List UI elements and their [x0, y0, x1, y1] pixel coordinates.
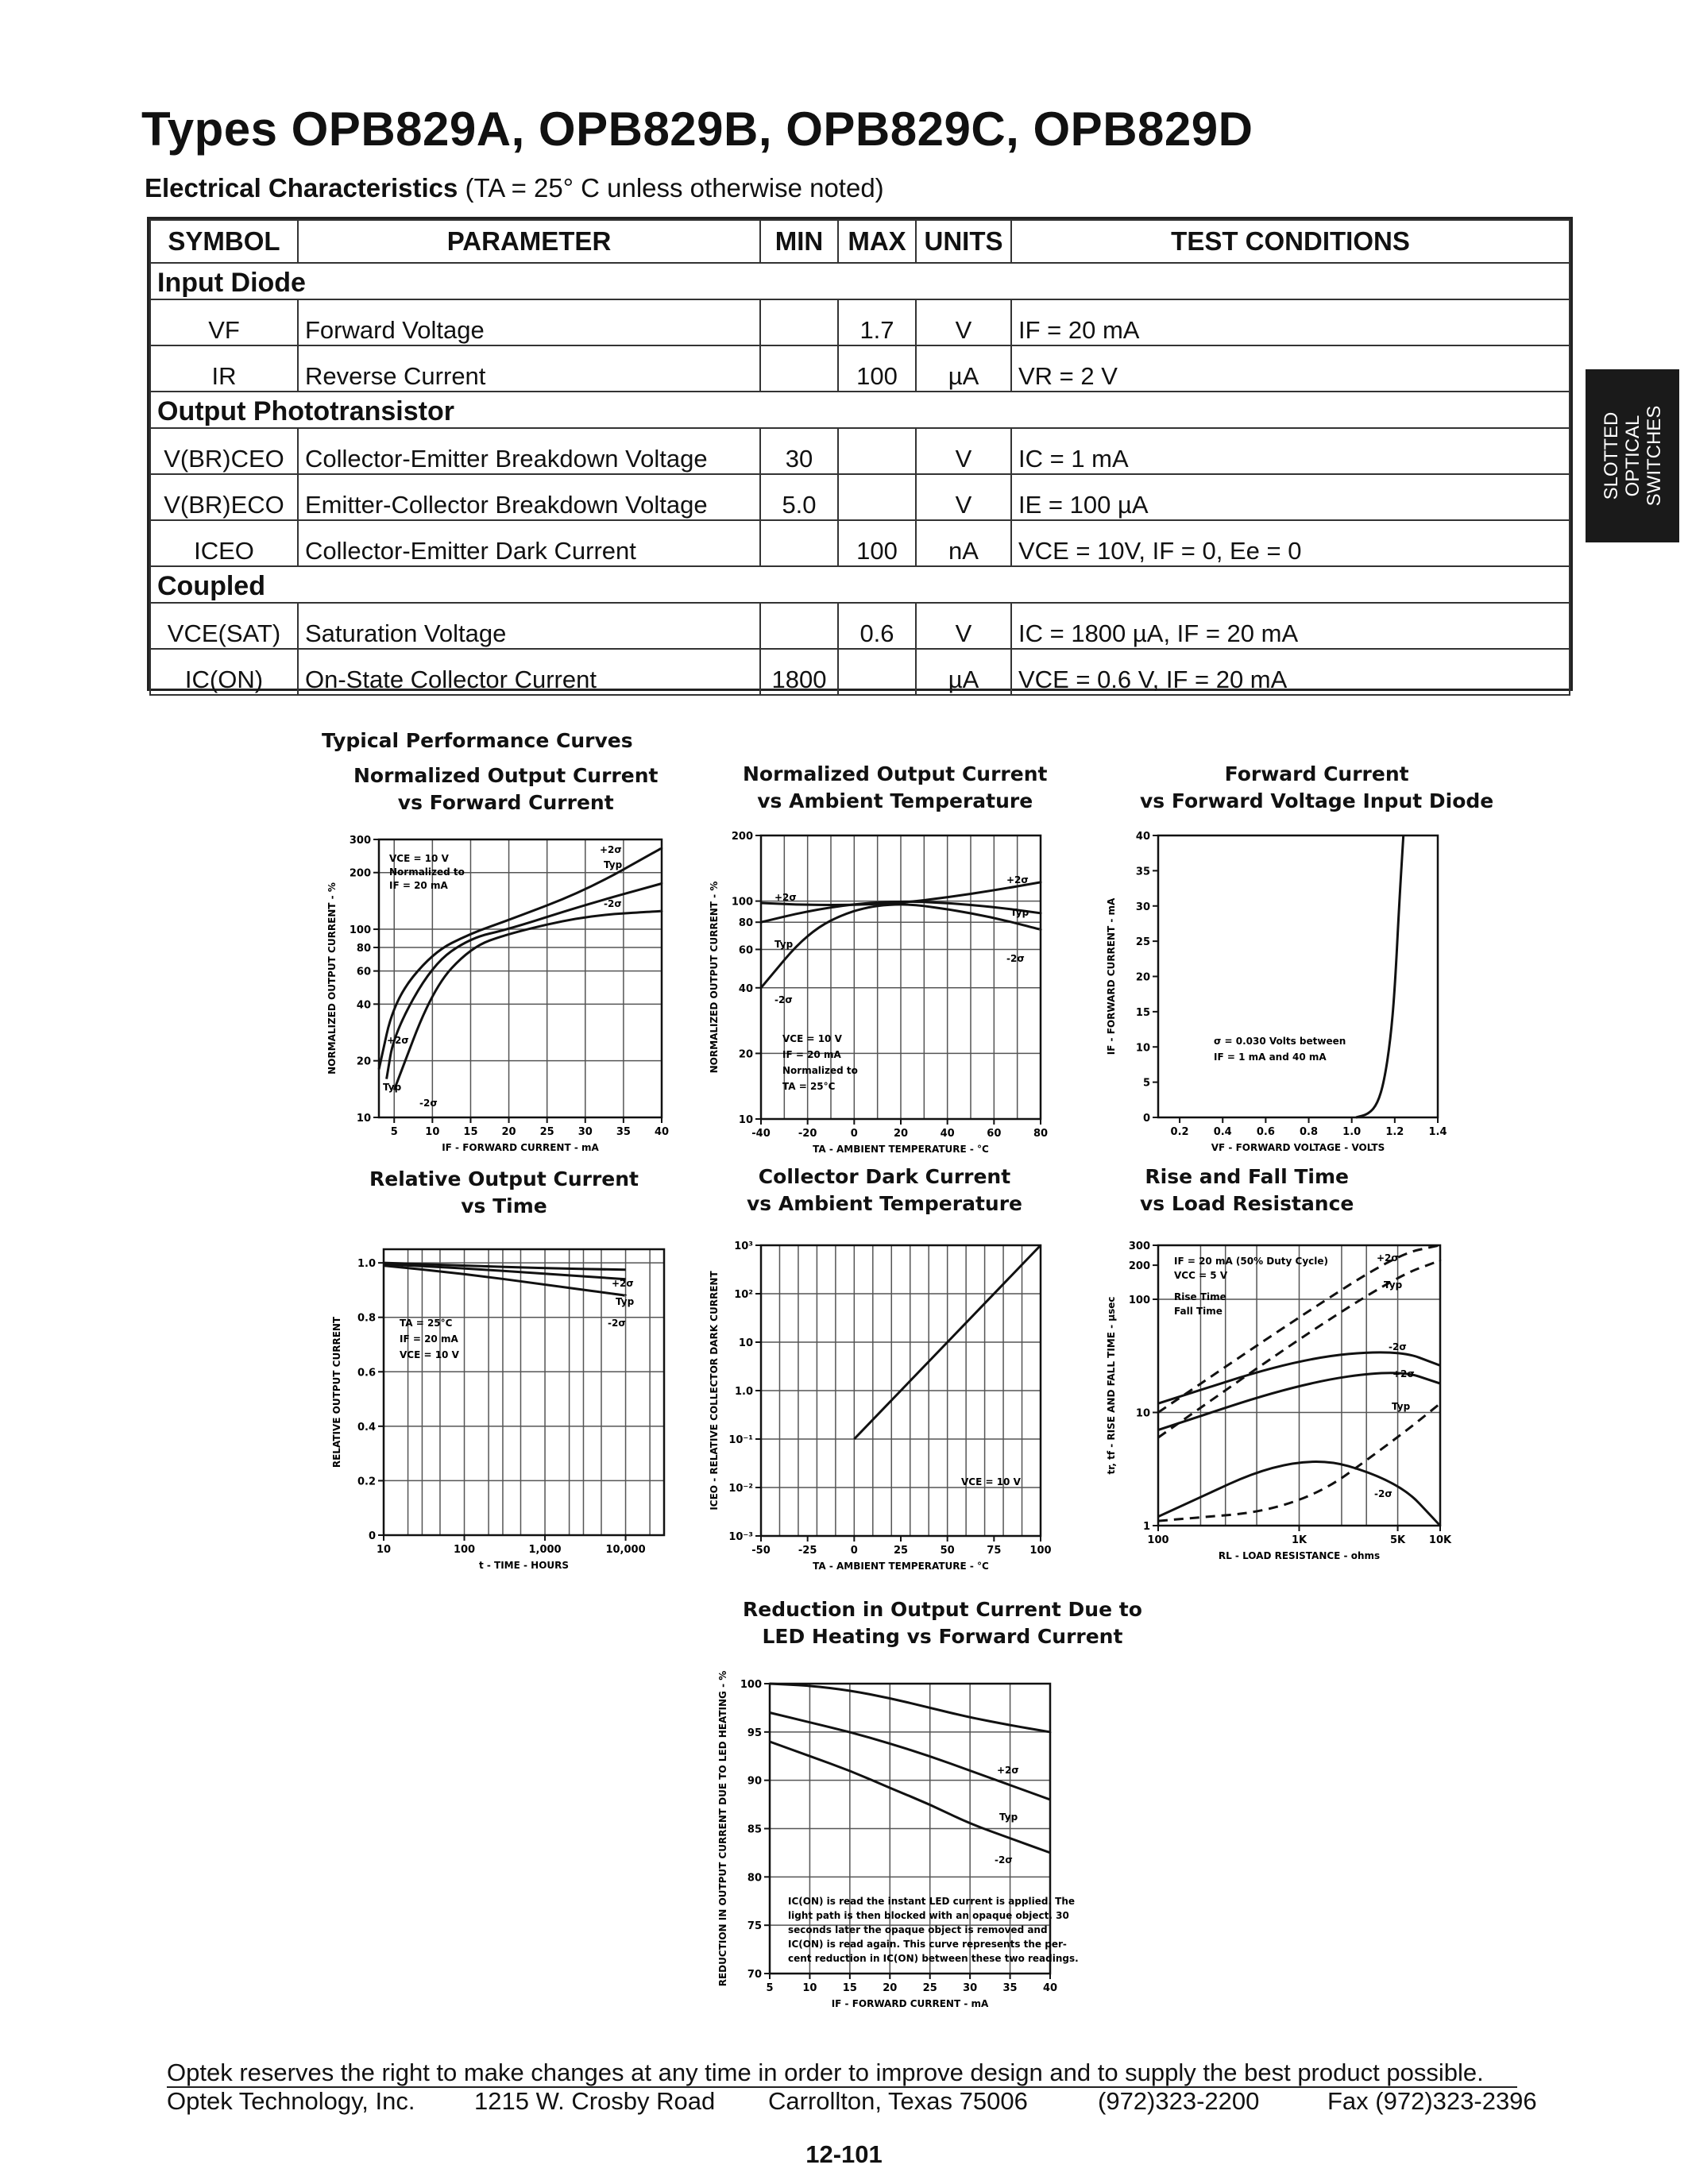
chart-annotation: TA = 25°C — [782, 1081, 836, 1092]
cell-units: µA — [916, 649, 1011, 695]
y-tick-label: 10⁻² — [728, 1483, 753, 1495]
chart-annotation: -2σ — [774, 994, 793, 1005]
cell-max: 100 — [838, 520, 916, 566]
y-tick-label: 25 — [1135, 936, 1150, 949]
series-line — [1158, 1245, 1440, 1413]
y-tick-label: 10 — [738, 1337, 753, 1349]
series-line — [1356, 835, 1404, 1117]
plot-frame — [761, 835, 1041, 1119]
chart-annotation: TA = 25°C — [400, 1318, 453, 1329]
cell-units: V — [916, 299, 1011, 345]
chart-annotation: -2σ — [604, 898, 622, 909]
cell-symbol: IC(ON) — [150, 649, 298, 695]
cell-min — [760, 299, 838, 345]
cell-max: 100 — [838, 345, 916, 392]
y-tick-label: 20 — [1135, 971, 1150, 984]
series-line — [854, 1245, 1041, 1439]
chart-annotation: -2σ — [1374, 1488, 1393, 1499]
x-tick-label: 35 — [616, 1126, 631, 1138]
footer-city: Carrollton, Texas 75006 — [768, 2087, 1028, 2115]
cell-min: 30 — [760, 428, 838, 474]
y-tick-label: 1.0 — [357, 1258, 376, 1271]
y-tick-label: 1.0 — [734, 1386, 753, 1398]
series-line — [770, 1684, 1050, 1732]
y-tick-label: 60 — [738, 944, 753, 957]
footer-company: Optek Technology, Inc. — [167, 2087, 415, 2115]
y-tick-label: 1 — [1142, 1521, 1150, 1533]
chart-title-line: vs Time — [461, 1194, 547, 1217]
chart-annotation: light path is then blocked with an opaque object. 30 — [788, 1910, 1069, 1921]
x-axis-label: VF - FORWARD VOLTAGE - VOLTS — [1211, 1142, 1385, 1153]
chart-title-line: LED Heating vs Forward Current — [762, 1625, 1123, 1648]
y-tick-label: 40 — [1135, 831, 1150, 843]
series-line — [387, 883, 662, 1078]
side-tab-line: OPTICAL — [1621, 415, 1644, 497]
chart-annotation: VCC = 5 V — [1174, 1270, 1228, 1281]
page-title: Types OPB829A, OPB829B, OPB829C, OPB829D — [141, 102, 1253, 156]
chart-annotation: +2σ — [774, 892, 797, 903]
plot-frame — [1158, 1245, 1440, 1526]
chart-annotation: σ = 0.030 Volts between — [1214, 1036, 1346, 1047]
cell-max: 1.7 — [838, 299, 916, 345]
y-tick-label: 300 — [349, 835, 371, 847]
cell-parameter: On-State Collector Current — [298, 649, 760, 695]
subtitle-conditions: (TA = 25° C unless otherwise noted) — [458, 173, 884, 203]
chart-annotation: +2σ — [612, 1278, 634, 1289]
side-tab — [1586, 369, 1679, 542]
cell-max — [838, 428, 916, 474]
y-tick-label: 80 — [356, 943, 371, 955]
chart-title-line: vs Ambient Temperature — [747, 1192, 1022, 1215]
x-tick-label: 1,000 — [528, 1544, 562, 1556]
x-tick-label: 40 — [1042, 1982, 1058, 1994]
side-tab-line: SWITCHES — [1643, 405, 1665, 507]
y-tick-label: 5 — [1142, 1077, 1150, 1090]
y-tick-label: 10⁻³ — [728, 1531, 753, 1543]
y-axis-label: RELATIVE OUTPUT CURRENT — [331, 1316, 342, 1468]
x-axis-label: TA - AMBIENT TEMPERATURE - °C — [813, 1561, 989, 1572]
header-units: UNITS — [916, 220, 1011, 263]
chart-title-line: vs Ambient Temperature — [757, 789, 1033, 812]
x-axis-label: RL - LOAD RESISTANCE - ohms — [1218, 1550, 1381, 1561]
chart-title — [743, 1596, 1142, 1650]
cell-units: µA — [916, 345, 1011, 392]
footer-address: 1215 W. Crosby Road — [474, 2087, 716, 2115]
chart-annotation: Normalized to — [782, 1065, 858, 1076]
cell-parameter: Collector-Emitter Dark Current — [298, 520, 760, 566]
subtitle-bold: Electrical Characteristics — [145, 173, 458, 203]
chart-title-line: Collector Dark Current — [758, 1165, 1011, 1188]
table-row — [150, 474, 1570, 520]
footer-fax: Fax (972)323-2396 — [1327, 2087, 1537, 2115]
x-axis-label: TA - AMBIENT TEMPERATURE - °C — [813, 1144, 989, 1155]
cell-conditions: IC = 1800 µA, IF = 20 mA — [1011, 603, 1570, 649]
table-header-row — [150, 220, 1570, 263]
chart-title-line: Normalized Output Current — [743, 762, 1048, 785]
y-tick-label: 30 — [1135, 901, 1150, 913]
series-line — [1158, 1403, 1440, 1521]
group-title: Output Phototransistor — [150, 392, 1570, 428]
chart-title-line: Normalized Output Current — [353, 764, 659, 787]
x-tick-label: 50 — [940, 1545, 955, 1557]
series-line — [1158, 1260, 1440, 1437]
y-tick-label: 80 — [738, 917, 753, 930]
y-tick-label: 60 — [356, 966, 371, 978]
plot-frame — [1158, 835, 1438, 1117]
chart-annotation: +2σ — [997, 1765, 1019, 1776]
y-tick-label: 10³ — [734, 1241, 753, 1252]
y-tick-label: 90 — [747, 1775, 762, 1788]
chart-annotation: VCE = 10 V — [961, 1476, 1021, 1488]
x-tick-label: 0 — [850, 1128, 858, 1140]
chart-title — [353, 762, 658, 816]
cell-max — [838, 649, 916, 695]
series-line — [379, 848, 662, 1070]
x-axis-label: IF - FORWARD CURRENT - mA — [831, 1998, 989, 2009]
x-tick-label: 25 — [539, 1126, 554, 1138]
chart-title-line: Rise and Fall Time — [1145, 1165, 1349, 1188]
cell-conditions: VR = 2 V — [1011, 345, 1570, 392]
x-tick-label: 1.4 — [1428, 1126, 1447, 1138]
series-line — [384, 1266, 626, 1296]
chart-annotation: Typ — [1384, 1279, 1403, 1291]
curves-heading: Typical Performance Curves — [322, 729, 633, 752]
series-line — [770, 1742, 1050, 1853]
x-tick-label: 10 — [425, 1126, 440, 1138]
x-tick-label: -25 — [798, 1545, 817, 1557]
cell-symbol: ICEO — [150, 520, 298, 566]
series-line — [1158, 1373, 1440, 1430]
chart-annotation: IC(ON) is read again. This curve represents the per- — [788, 1939, 1067, 1950]
x-tick-label: 40 — [940, 1128, 955, 1140]
y-tick-label: 200 — [349, 867, 371, 880]
cell-min: 5.0 — [760, 474, 838, 520]
chart-title-line: Forward Current — [1224, 762, 1409, 785]
footer-disclaimer: Optek reserves the right to make changes at any time in order to improve design and to supply the best product possible. — [167, 2059, 1484, 2086]
cell-units: nA — [916, 520, 1011, 566]
y-tick-label: 20 — [356, 1055, 371, 1068]
y-axis-label: IF - FORWARD CURRENT - mA — [1106, 897, 1117, 1055]
y-tick-label: 10 — [356, 1113, 371, 1125]
series-line — [761, 901, 1041, 922]
chart-annotation: cent reduction in IC(ON) between these two readings. — [788, 1953, 1079, 1964]
x-tick-label: 25 — [893, 1545, 909, 1557]
y-tick-label: 100 — [349, 924, 371, 937]
cell-min — [760, 603, 838, 649]
x-tick-label: 0.8 — [1300, 1126, 1319, 1138]
series-line — [761, 905, 1041, 988]
side-tab-line: SLOTTED — [1600, 411, 1622, 500]
table-row — [150, 299, 1570, 345]
x-tick-label: 1K — [1291, 1534, 1308, 1546]
x-tick-label: 20 — [893, 1128, 909, 1140]
x-tick-label: 10 — [802, 1982, 817, 1994]
chart-annotation: -2σ — [419, 1098, 438, 1109]
header-min: MIN — [760, 220, 838, 263]
cell-parameter: Collector-Emitter Breakdown Voltage — [298, 428, 760, 474]
y-axis-label: REDUCTION IN OUTPUT CURRENT DUE TO LED HEATING - % — [717, 1670, 728, 1987]
y-tick-label: 40 — [356, 999, 371, 1012]
cell-conditions: IF = 20 mA — [1011, 299, 1570, 345]
series-line — [770, 1713, 1050, 1800]
y-tick-label: 100 — [1128, 1294, 1150, 1306]
chart-title — [1140, 1163, 1354, 1217]
x-tick-label: 5 — [390, 1126, 398, 1138]
cell-parameter: Saturation Voltage — [298, 603, 760, 649]
cell-parameter: Forward Voltage — [298, 299, 760, 345]
table-row — [150, 520, 1570, 566]
x-tick-label: 0.6 — [1256, 1126, 1275, 1138]
chart-annotation: VCE = 10 V — [389, 853, 449, 864]
cell-symbol: V(BR)ECO — [150, 474, 298, 520]
footer-phone: (972)323-2200 — [1098, 2087, 1260, 2115]
chart-annotation: Typ — [616, 1296, 635, 1307]
header-max: MAX — [838, 220, 916, 263]
chart-annotation: Normalized to — [389, 866, 465, 878]
y-tick-label: 75 — [747, 1920, 762, 1933]
y-axis-label: tr, tf - RISE AND FALL TIME - µsec — [1106, 1296, 1117, 1475]
chart-annotation: IF = 20 mA (50% Duty Cycle) — [1174, 1256, 1329, 1267]
cell-min — [760, 345, 838, 392]
cell-parameter: Reverse Current — [298, 345, 760, 392]
y-tick-label: 15 — [1135, 1006, 1150, 1019]
cell-conditions: IC = 1 mA — [1011, 428, 1570, 474]
series-line — [1158, 1352, 1440, 1403]
chart-annotation: -2σ — [1006, 953, 1025, 964]
section-subtitle — [145, 173, 884, 203]
chart-annotation: Rise Time — [1174, 1291, 1226, 1302]
chart-title — [747, 1163, 1022, 1217]
spec-table — [147, 217, 1573, 691]
x-tick-label: 100 — [453, 1544, 476, 1556]
table-row — [150, 428, 1570, 474]
y-tick-label: 10 — [738, 1114, 753, 1126]
cell-parameter: Emitter-Collector Breakdown Voltage — [298, 474, 760, 520]
table-group-row — [150, 392, 1570, 428]
chart-annotation: Typ — [383, 1082, 402, 1093]
y-tick-label: 200 — [1128, 1260, 1150, 1273]
cell-min: 1800 — [760, 649, 838, 695]
series-line — [384, 1263, 626, 1270]
x-tick-label: 10 — [376, 1544, 392, 1556]
header-parameter: PARAMETER — [298, 220, 760, 263]
chart-annotation: IC(ON) is read the instant LED current is applied. The — [788, 1896, 1076, 1907]
y-tick-label: 10 — [1135, 1042, 1150, 1055]
y-tick-label: 0.6 — [357, 1367, 376, 1379]
chart-title — [743, 761, 1047, 815]
cell-max: 0.6 — [838, 603, 916, 649]
chart-title-line: vs Load Resistance — [1140, 1192, 1354, 1215]
x-tick-label: 25 — [922, 1982, 937, 1994]
x-tick-label: 0.2 — [1170, 1126, 1189, 1138]
table-row — [150, 649, 1570, 695]
x-tick-label: 100 — [1147, 1534, 1169, 1546]
x-axis-label: IF - FORWARD CURRENT - mA — [442, 1142, 599, 1153]
group-title: Coupled — [150, 566, 1570, 603]
x-tick-label: 40 — [654, 1126, 670, 1138]
header-symbol: SYMBOL — [150, 220, 298, 263]
x-tick-label: 1.2 — [1385, 1126, 1404, 1138]
x-tick-label: 30 — [963, 1982, 978, 1994]
x-tick-label: 30 — [577, 1126, 593, 1138]
chart-annotation: seconds later the opaque object is removed and — [788, 1924, 1048, 1935]
table-row — [150, 345, 1570, 392]
cell-conditions: IE = 100 µA — [1011, 474, 1570, 520]
y-axis-label: ICEO - RELATIVE COLLECTOR DARK CURRENT — [709, 1271, 720, 1511]
x-axis-label: t - TIME - HOURS — [478, 1560, 570, 1571]
chart-annotation: +2σ — [600, 844, 622, 855]
x-tick-label: -40 — [751, 1128, 771, 1140]
chart-title-line: vs Forward Current — [397, 791, 614, 814]
cell-conditions: VCE = 0.6 V, IF = 20 mA — [1011, 649, 1570, 695]
x-tick-label: 5 — [766, 1982, 774, 1994]
cell-conditions: VCE = 10V, IF = 0, Ee = 0 — [1011, 520, 1570, 566]
header-conditions: TEST CONDITIONS — [1011, 220, 1570, 263]
chart-annotation: IF = 20 mA — [400, 1333, 458, 1345]
y-tick-label: 40 — [738, 982, 753, 995]
cell-symbol: V(BR)CEO — [150, 428, 298, 474]
y-axis-label: NORMALIZED OUTPUT CURRENT - % — [326, 882, 338, 1075]
x-tick-label: 60 — [987, 1128, 1002, 1140]
group-title: Input Diode — [150, 263, 1570, 299]
x-tick-label: 10K — [1428, 1534, 1452, 1546]
plot-frame — [761, 1245, 1041, 1536]
table-group-row — [150, 566, 1570, 603]
y-tick-label: 10⁻¹ — [728, 1434, 753, 1446]
cell-symbol: IR — [150, 345, 298, 392]
chart-annotation: Typ — [1392, 1401, 1411, 1412]
x-tick-label: 0 — [850, 1545, 858, 1557]
y-tick-label: 300 — [1128, 1241, 1150, 1252]
chart-annotation: Typ — [774, 939, 794, 950]
y-tick-label: 0 — [1142, 1113, 1150, 1125]
chart-annotation: IF = 20 mA — [782, 1049, 841, 1060]
x-tick-label: 5K — [1390, 1534, 1406, 1546]
x-tick-label: 20 — [501, 1126, 516, 1138]
cell-units: V — [916, 428, 1011, 474]
y-tick-label: 10 — [1135, 1407, 1150, 1420]
x-tick-label: -20 — [798, 1128, 817, 1140]
chart-annotation: +2σ — [1393, 1368, 1415, 1379]
y-tick-label: 0 — [368, 1530, 376, 1542]
x-tick-label: 15 — [842, 1982, 857, 1994]
y-tick-label: 100 — [731, 896, 753, 909]
y-tick-label: 95 — [747, 1727, 762, 1739]
chart-annotation: -2σ — [608, 1318, 626, 1329]
plot-frame — [384, 1249, 664, 1535]
table-row — [150, 603, 1570, 649]
x-tick-label: 75 — [987, 1545, 1002, 1557]
x-tick-label: 80 — [1033, 1128, 1049, 1140]
x-tick-label: 10,000 — [605, 1544, 646, 1556]
chart-annotation: IF = 1 mA and 40 mA — [1214, 1051, 1327, 1063]
table-group-row — [150, 263, 1570, 299]
y-tick-label: 0.8 — [357, 1312, 376, 1325]
chart-annotation: VCE = 10 V — [782, 1033, 842, 1044]
x-tick-label: 35 — [1002, 1982, 1018, 1994]
y-tick-label: 100 — [740, 1679, 762, 1691]
chart-annotation: Typ — [999, 1812, 1018, 1823]
chart-annotation: -2σ — [1389, 1341, 1407, 1352]
y-tick-label: 0.2 — [357, 1476, 376, 1488]
series-line — [761, 882, 1041, 905]
y-tick-label: 200 — [731, 831, 753, 843]
y-tick-label: 80 — [747, 1872, 762, 1885]
cell-max — [838, 474, 916, 520]
chart-title-line: Relative Output Current — [369, 1167, 639, 1190]
plot-frame — [379, 839, 662, 1117]
cell-symbol: VF — [150, 299, 298, 345]
cell-min — [760, 520, 838, 566]
y-tick-label: 20 — [738, 1048, 753, 1061]
chart-annotation: +2σ — [387, 1035, 409, 1046]
chart-title — [1140, 761, 1493, 815]
y-tick-label: 10² — [734, 1289, 753, 1301]
x-tick-label: 20 — [883, 1982, 898, 1994]
x-tick-label: -50 — [751, 1545, 771, 1557]
cell-units: V — [916, 474, 1011, 520]
page-number: 12-101 — [805, 2140, 883, 2168]
x-tick-label: 15 — [463, 1126, 478, 1138]
chart-annotation: +2σ — [1006, 874, 1029, 886]
cell-units: V — [916, 603, 1011, 649]
y-tick-label: 0.4 — [357, 1421, 376, 1433]
chart-title-line: vs Forward Voltage Input Diode — [1140, 789, 1494, 812]
chart-annotation: IF = 20 mA — [389, 880, 448, 891]
x-tick-label: 0.4 — [1213, 1126, 1232, 1138]
y-tick-label: 70 — [747, 1969, 762, 1981]
chart-annotation: +2σ — [1377, 1252, 1399, 1264]
chart-title — [369, 1166, 639, 1220]
y-tick-label: 85 — [747, 1823, 762, 1836]
chart-annotation: VCE = 10 V — [400, 1349, 459, 1360]
x-tick-label: 1.0 — [1342, 1126, 1362, 1138]
series-line — [384, 1264, 626, 1279]
plot-frame — [770, 1684, 1050, 1974]
series-line — [1158, 1461, 1440, 1526]
cell-symbol: VCE(SAT) — [150, 603, 298, 649]
chart-title-line: Reduction in Output Current Due to — [743, 1598, 1142, 1621]
x-tick-label: 100 — [1029, 1545, 1052, 1557]
chart-annotation: -2σ — [995, 1854, 1013, 1866]
chart-annotation: Typ — [1010, 907, 1029, 918]
series-line — [394, 911, 662, 1090]
y-tick-label: 35 — [1135, 866, 1150, 878]
chart-annotation: Fall Time — [1174, 1306, 1223, 1317]
y-axis-label: NORMALIZED OUTPUT CURRENT - % — [709, 881, 720, 1074]
chart-annotation: Typ — [604, 859, 623, 870]
